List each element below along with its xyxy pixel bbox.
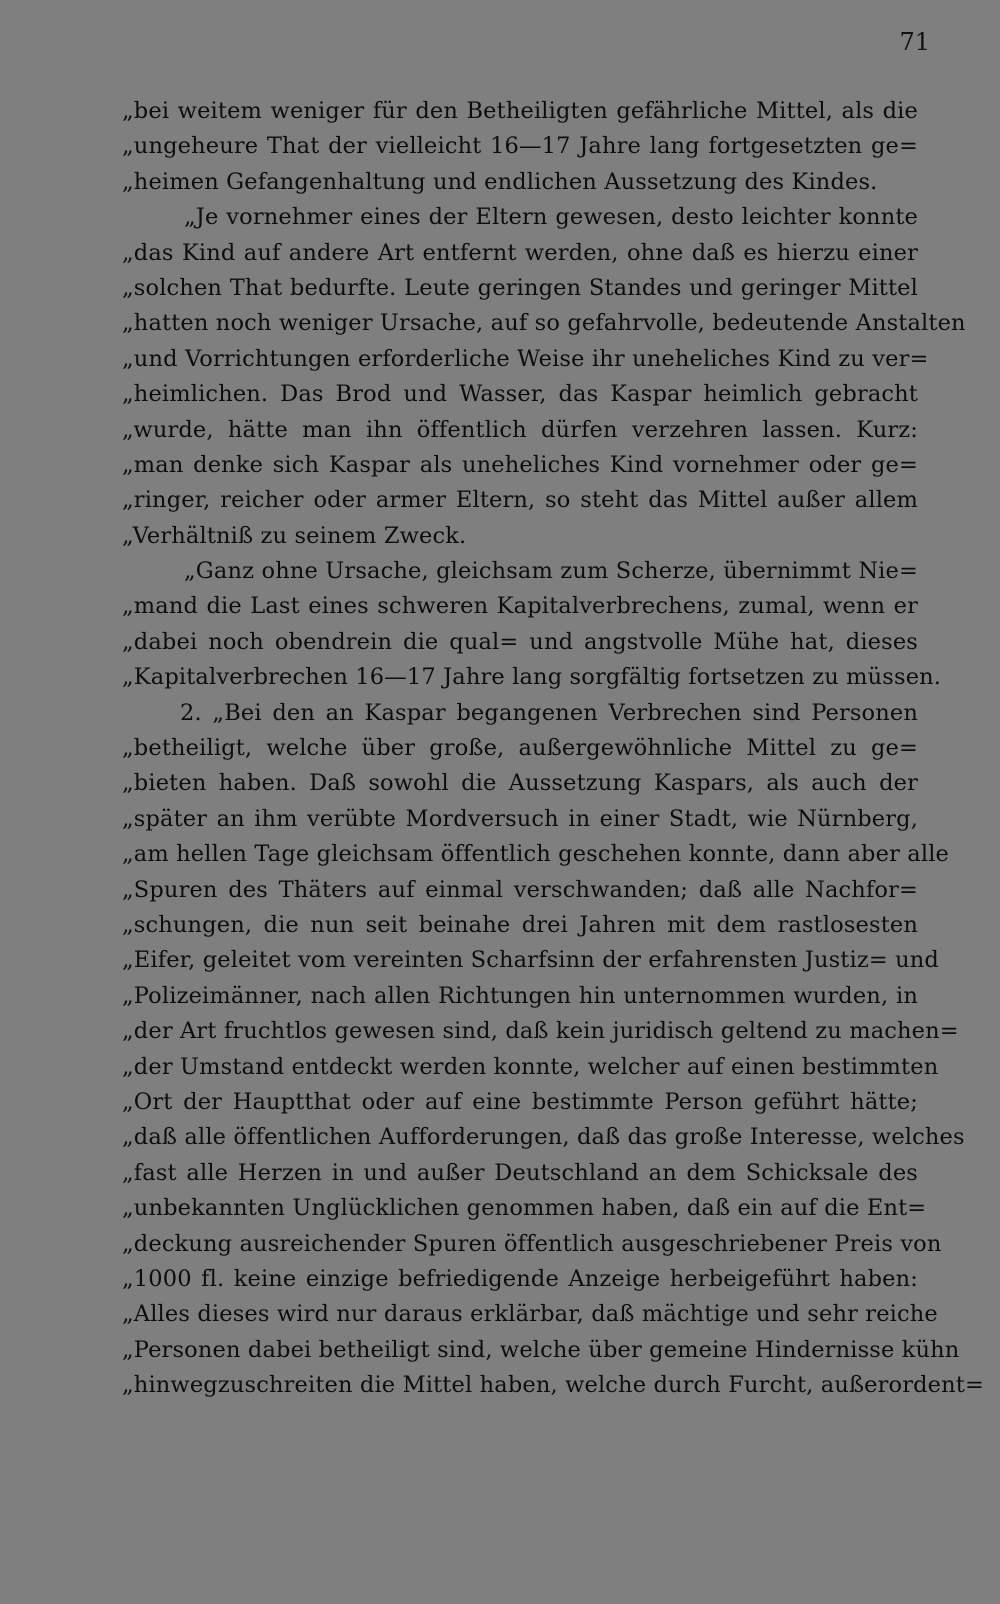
text-line: „Polizeimänner, nach allen Richtungen hin unternommen wurden, in xyxy=(122,982,918,1009)
text-line: „unbekannten Unglücklichen genommen haben, daß ein auf die Ent= xyxy=(122,1195,927,1222)
text-line: „Alles dieses wird nur daraus erklärbar, daß mächtige und sehr reiche xyxy=(122,1301,938,1328)
text-line: „solchen That bedurfte. Leute geringen Standes und geringer Mittel xyxy=(122,274,918,301)
text-line: „man denke sich Kaspar als uneheliches Kind vornehmer oder ge= xyxy=(122,451,918,478)
text-line: „mand die Last eines schweren Kapitalverbrechens, zumal, wenn er xyxy=(122,593,918,620)
text-line: „hatten noch weniger Ursache, auf so gefahrvolle, bedeutende Anstalten xyxy=(122,310,966,337)
text-line: „betheiligt, welche über große, außergewöhnliche Mittel zu ge= xyxy=(122,735,918,762)
text-line: „das Kind auf andere Art entfernt werden, ohne daß es hierzu einer xyxy=(122,239,918,266)
text-line: „der Art fruchtlos gewesen sind, daß kein juridisch geltend zu machen= xyxy=(122,1018,959,1045)
text-line: „Ort der Hauptthat oder auf eine bestimmte Person geführt hätte; xyxy=(122,1088,918,1115)
text-line: „daß alle öffentlichen Aufforderungen, daß das große Interesse, welches xyxy=(122,1124,965,1151)
text-line: „Verhältniß zu seinem Zweck. xyxy=(122,522,467,549)
text-line: „bieten haben. Daß sowohl die Aussetzung Kaspars, als auch der xyxy=(122,770,918,797)
text-line: „am hellen Tage gleichsam öffentlich geschehen konnte, dann aber alle xyxy=(122,841,950,868)
text-line: „wurde, hätte man ihn öffentlich dürfen verzehren lassen. Kurz: xyxy=(122,416,918,443)
text-line: „später an ihm verübte Mordversuch in einer Stadt, wie Nürnberg, xyxy=(122,805,918,832)
text-line: „heimen Gefangenhaltung und endlichen Aussetzung des Kindes. xyxy=(122,168,878,195)
text-line: „Personen dabei betheiligt sind, welche über gemeine Hindernisse kühn xyxy=(122,1336,960,1363)
text-line: „Ganz ohne Ursache, gleichsam zum Scherze, übernimmt Nie= xyxy=(184,558,918,585)
text-line: „und Vorrichtungen erforderliche Weise ihr uneheliches Kind zu ver= xyxy=(122,345,929,372)
text-line: „Spuren des Thäters auf einmal verschwanden; daß alle Nachfor= xyxy=(122,876,918,903)
text-line: „Eifer, geleitet vom vereinten Scharfsinn der erfahrensten Justiz= und xyxy=(122,947,939,974)
text-line: „deckung ausreichender Spuren öffentlich ausgeschriebener Preis von xyxy=(122,1230,942,1257)
body-text xyxy=(122,94,984,1403)
text-line: „hinwegzuschreiten die Mittel haben, welche durch Furcht, außerordent= xyxy=(122,1372,984,1399)
text-line: „heimlichen. Das Brod und Wasser, das Kaspar heimlich gebracht xyxy=(122,381,918,408)
text-line: 2. „Bei den an Kaspar begangenen Verbrechen sind Personen xyxy=(180,699,918,726)
page-number: 71 xyxy=(899,28,930,56)
text-line: „fast alle Herzen in und außer Deutschland an dem Schicksale des xyxy=(122,1159,918,1186)
text-line: „dabei noch obendrein die qual= und angstvolle Mühe hat, dieses xyxy=(122,628,918,655)
text-line: „Je vornehmer eines der Eltern gewesen, desto leichter konnte xyxy=(184,204,918,231)
text-line: „1000 fl. keine einzige befriedigende Anzeige herbeigeführt haben: xyxy=(122,1265,918,1292)
text-line: „Kapitalverbrechen 16—17 Jahre lang sorgfältig fortsetzen zu müssen. xyxy=(122,664,942,691)
text-line: „ringer, reicher oder armer Eltern, so steht das Mittel außer allem xyxy=(122,487,918,514)
text-line: „schungen, die nun seit beinahe drei Jahren mit dem rastlosesten xyxy=(122,911,918,938)
text-line: „ungeheure That der vielleicht 16—17 Jahre lang fortgesetzten ge= xyxy=(122,133,918,160)
text-line: „der Umstand entdeckt werden konnte, welcher auf einen bestimmten xyxy=(122,1053,939,1080)
text-line: „bei weitem weniger für den Betheiligten gefährliche Mittel, als die xyxy=(122,98,918,124)
